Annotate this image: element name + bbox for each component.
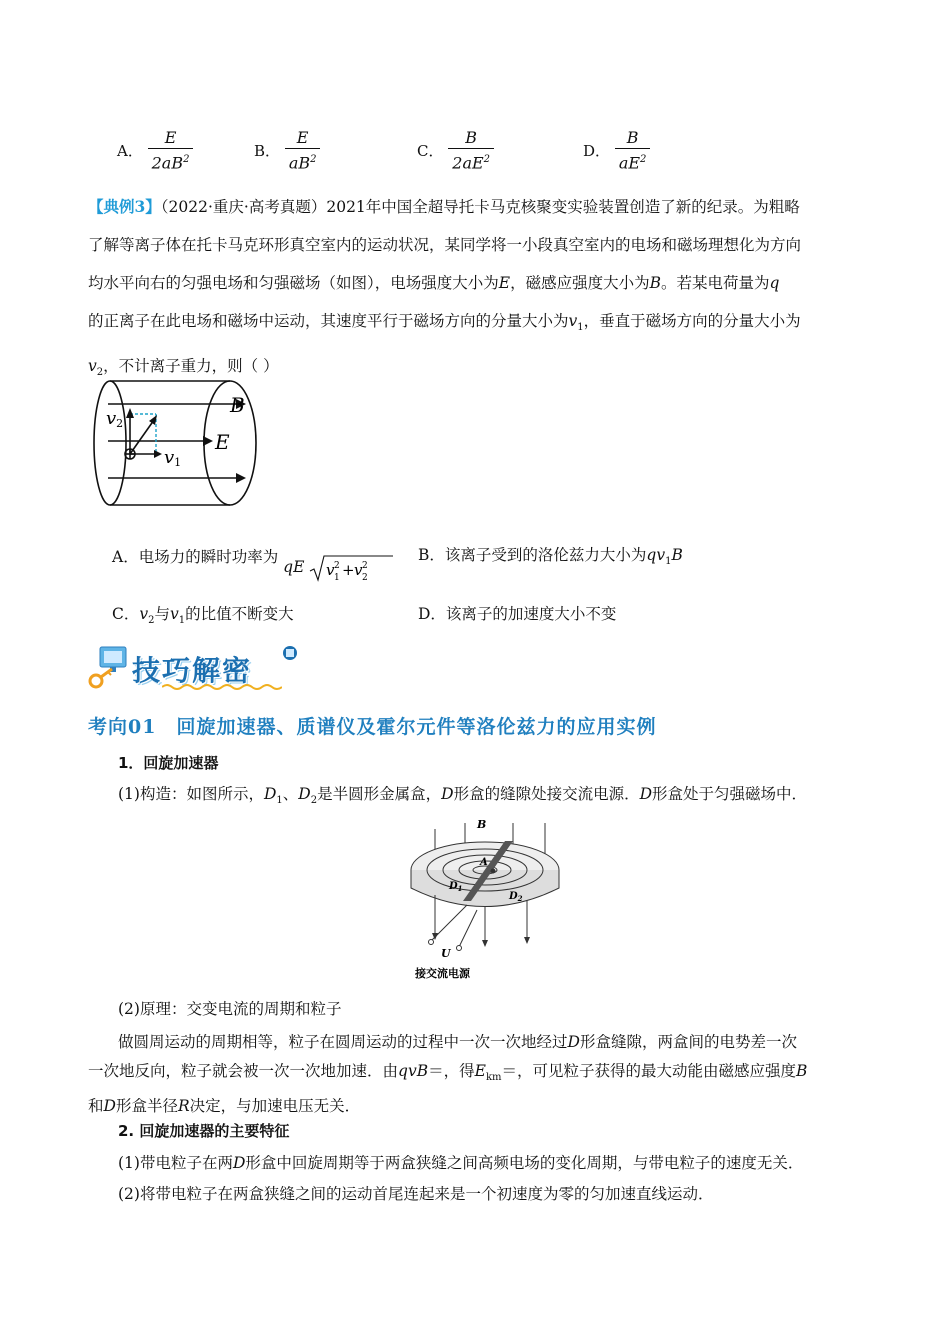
- option-letter: D．: [583, 142, 611, 161]
- formula-power: qE v 2 1 + v 2 2: [283, 558, 393, 576]
- label-B: B: [230, 393, 245, 417]
- fig-label-U: U: [441, 947, 451, 960]
- option-c[interactable]: [417, 128, 494, 173]
- option-letter: A．: [117, 142, 143, 161]
- label-v1: v1: [164, 447, 182, 469]
- example3-line1: 【典例3】（2022·重庆·高考真题）2021年中国全超导托卡马克核聚变实验装置创造了新的纪录。为粗略: [88, 197, 800, 216]
- paragraph-principle-body: 做圆周运动的周期相等，粒子在圆周运动的过程中一次一次地经过D形盒缝隙，两盒间的电势差一次 一次地反向，粒子就会被一次一次地加速．由qvB＝，得$E_{km}=$，可见粒子获得的最大动能由磁感应强度B 和D形盒半径R决定，与加速电压无关．: [88, 1033, 808, 1116]
- choice-d[interactable]: D．该离子的加速度大小不变: [418, 605, 617, 623]
- label-E: E: [215, 430, 230, 454]
- choice-c[interactable]: C．$v_2$与$v_1$的比值不断变大: [112, 605, 294, 627]
- wavy-underline: [162, 683, 282, 691]
- option-d[interactable]: [583, 128, 650, 173]
- svg-text:2: 2: [362, 573, 369, 583]
- option-a[interactable]: [117, 128, 193, 173]
- paragraph-principle: (2)原理：交变电流的周期和粒子: [118, 1000, 342, 1018]
- svg-text:2: 2: [362, 561, 369, 571]
- option-row-prev: [117, 128, 817, 178]
- fig-label-A: A: [480, 857, 488, 868]
- cyclotron-figure: [405, 815, 565, 985]
- example3-line2: 了解等离子体在托卡马克环形真空室内的运动状况，某同学将一小段真空室内的电场和磁场理想化为方向: [88, 236, 802, 254]
- subheading-features: 2. 回旋加速器的主要特征: [118, 1122, 290, 1140]
- fig-caption: 接交流电源: [415, 967, 470, 980]
- fig-label-D2: $D_2$: [509, 891, 523, 903]
- feature-1: (1)带电粒子在两D形盒中回旋周期等于两盒狭缝之间高频电场的变化周期，与带电粒子的速度无关．: [118, 1154, 804, 1172]
- paragraph-structure: (1)构造：如图所示，$D_1$、$D_2$是半圆形金属盒，D形盒的缝隙处接交流电源．D形盒处于匀强磁场中．: [118, 785, 808, 807]
- fraction: $\frac{E}{aB^2}$: [285, 128, 321, 173]
- feature-2: (2)将带电粒子在两盒狭缝之间的运动首尾连起来是一个初速度为零的匀加速直线运动．: [118, 1185, 714, 1203]
- example3-text: [88, 188, 863, 392]
- subheading-cyclotron: 1．回旋加速器: [118, 754, 219, 772]
- example3-tag: 【典例3】: [88, 197, 161, 216]
- svg-text:1: 1: [334, 573, 341, 583]
- skills-banner: [86, 643, 306, 693]
- field-cylinder-figure: [88, 374, 260, 512]
- svg-text:v: v: [326, 561, 335, 579]
- example3-line5: $v_2$，不计离子重力，则（ ）: [88, 357, 279, 379]
- cylinder-left-edge: [94, 381, 126, 505]
- label-v2: v2: [106, 408, 124, 430]
- option-b[interactable]: [254, 128, 320, 173]
- fig-label-B: B: [477, 818, 487, 831]
- sqrt-icon: [309, 553, 393, 583]
- fig-label-D1: $D_1$: [449, 881, 463, 893]
- example3-line4: 的正离子在此电场和磁场中运动，其速度平行于磁场方向的分量大小为$v_1$，垂直于磁场方向的分量大小为: [88, 312, 801, 334]
- option-letter: C．: [417, 142, 444, 161]
- fraction: $\frac{B}{aE^2}$: [615, 128, 651, 173]
- option-letter: B．: [254, 142, 281, 161]
- svg-text:+: +: [342, 561, 355, 579]
- svg-text:2: 2: [334, 561, 341, 571]
- section-heading: 考向01 回旋加速器、质谱仪及霍尔元件等洛伦兹力的应用实例: [88, 716, 657, 738]
- choice-b[interactable]: B．该离子受到的洛伦兹力大小为$qv_1B$: [418, 546, 683, 568]
- fraction: $\frac{B}{2aE^2}$: [448, 128, 494, 173]
- fraction: $\frac{E}{2aB^2}$: [148, 128, 194, 173]
- choice-a[interactable]: A．电场力的瞬时功率为 qE v 2 1 + v 2 2: [112, 543, 393, 573]
- grid-icon: [282, 645, 298, 661]
- computer-key-icon: [86, 643, 134, 693]
- example3-line3: 均水平向右的匀强电场和匀强磁场（如图），电场强度大小为E，磁感应强度大小为B。若某电荷量为q: [88, 274, 780, 292]
- banner-title: 技巧解密: [132, 654, 253, 687]
- svg-text:v: v: [354, 561, 363, 579]
